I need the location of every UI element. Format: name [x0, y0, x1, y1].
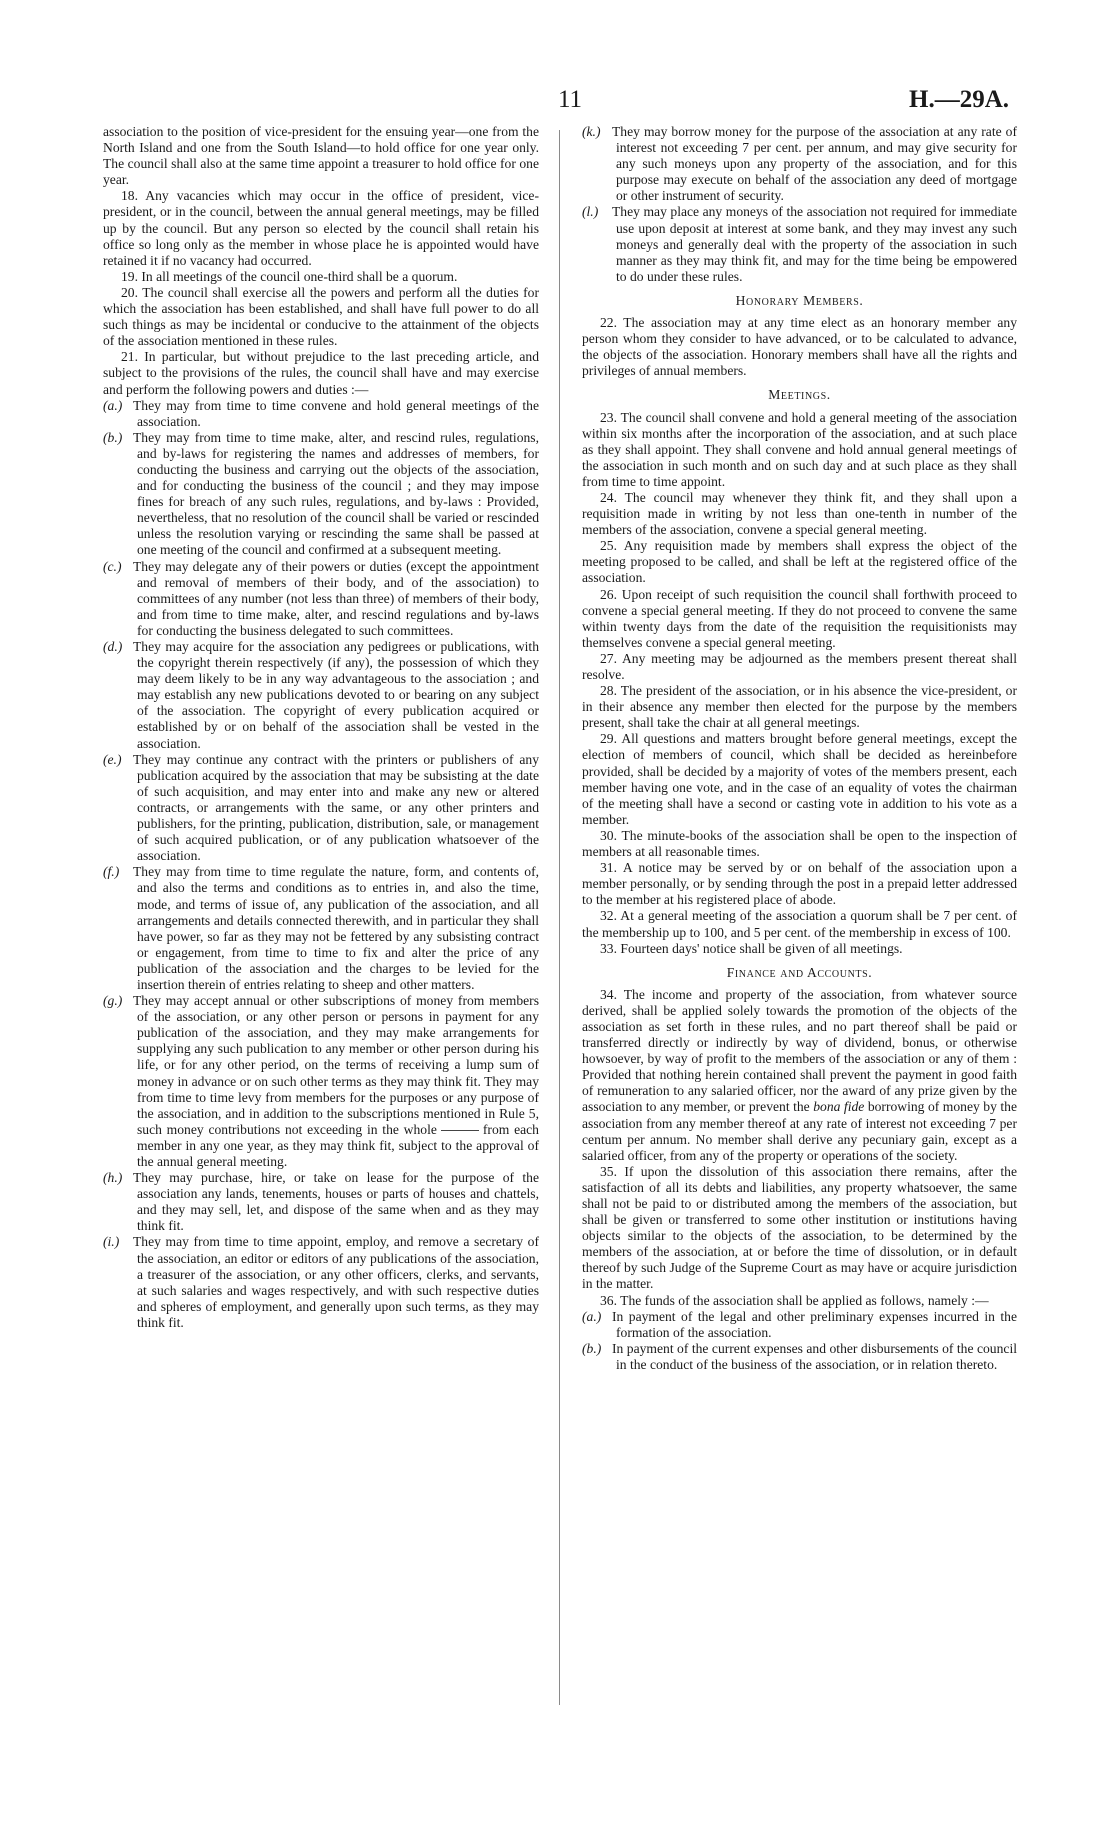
clause-text: They may place any moneys of the association not required for immediate use upon deposit at interest at some bank, and they may invest any such moneys and generally deal with the property of the association in such manner as they may think fit, and may for the time being be empowered to do under these rules. [612, 204, 1017, 284]
paragraph-29: 29. All questions and matters brought before general meetings, except the election of members of council, which shall be decided as hereinbefore provided, shall be decided by a majority of votes of the members present, each member having one vote, and in the case of an equality of votes the chairman of the meeting shall have a second or casting vote in addition to his vote as a member. [582, 731, 1017, 827]
paragraph-text: borrowing of money by the association from any member thereof at any rate of interest not exceeding 7 per centum per annum. No member shall derive any pecuniary gain, except as a salaried officer, from any of the property or operations of the society. [582, 1099, 1017, 1163]
clause-label: (c.) [103, 558, 122, 574]
clause-text: They may accept annual or other subscriptions of money from members of the association, or any other person or persons in payment for any publication of the association, and they may make arrangements for supplying any such publication to any member or other person during his life, or for any other period, on the terms of receiving a lump sum of money in advance or on such other terms as they may think fit. They may from time to time levy from members for the purposes or any purpose of the association, and in addition to the subscriptions mentioned in Rule 5, such money contributions not exceeding in the whole [133, 993, 539, 1137]
paragraph-25: 25. Any requisition made by members shall express the object of the meeting proposed to be called, and shall be left at the registered office of the association. [582, 538, 1017, 586]
clause-label: (a.) [103, 397, 123, 413]
blank-amount-line [441, 1130, 479, 1131]
paragraph-35: 35. If upon the dissolution of this association there remains, after the satisfaction of all its debts and liabilities, any property whatsoever, the same shall not be paid to or distributed among the members of the association, but shall be given or transferred to some other institution or institutions having objects similar to the objects of the association, to be determined by the members of the association, at or before the time of dissolution, or in default thereof by such Judge of the Supreme Court as may have or acquire jurisdiction in the matter. [582, 1163, 1017, 1292]
paragraph-26: 26. Upon receipt of such requisition the council shall forthwith proceed to convene a special general meeting. If they do not proceed to convene the same within twenty days from the date of the requisition the requisitionists may themselves convene a special general meeting. [582, 586, 1017, 650]
clause-g [103, 993, 539, 1170]
right-column [582, 124, 1017, 1373]
clause-b [103, 430, 539, 559]
paragraph-28: 28. The president of the association, or in his absence the vice-president, or in their absence any member then elected for the purpose by the members present, shall take the chair at all general meetings. [582, 683, 1017, 731]
clause-h [103, 1170, 539, 1234]
clause-label: (a.) [582, 1308, 602, 1324]
clause-text: They may borrow money for the purpose of the association at any rate of interest not exceeding 7 per cent. per annum, and may give security for any such moneys upon any property of the association, and for this purpose may execute on behalf of the association any deed of mortgage or other instrument of security. [612, 124, 1017, 204]
clause-text: from each member in any one year, as they may think fit, subject to the approval of the annual general meeting. [137, 1121, 539, 1169]
paragraph-24: 24. The council may whenever they think fit, and they shall upon a requisition made in writing by not less than one-tenth in number of the members of the association, convene a special general meeting. [582, 489, 1017, 538]
clause-label: (e.) [103, 751, 122, 767]
clause-text: In payment of the legal and other preliminary expenses incurred in the formation of the association. [612, 1308, 1017, 1340]
left-column [103, 124, 539, 1331]
paragraph-32: 32. At a general meeting of the association a quorum shall be 7 per cent. of the membership up to 100, and 5 per cent. of the membership in excess of 100. [582, 908, 1017, 940]
clause-e [103, 752, 539, 865]
clause-label: (b.) [103, 429, 123, 445]
clause-text: They may acquire for the association any pedigrees or publications, with the copyright therein respectively (if any), the possession of which they may deem likely to be in any way advantageous to the association ; and may establish any new publications devoted to or bearing on any subject of the association. The copyright of every publication acquired or established by or on behalf of the association shall be vested in the association. [133, 639, 539, 751]
clause-label: (d.) [103, 639, 123, 654]
clause-text: They may purchase, hire, or take on lease for the purpose of the association any lands, tenements, houses or parts of houses and chattels, and they may sell, let, and dispose of the same when and as they may think fit. [133, 1170, 539, 1234]
clause-f [103, 864, 539, 993]
clause-i [103, 1234, 539, 1331]
italic-phrase: bona fide [813, 1099, 865, 1115]
clause-text: They may from time to time make, alter, and rescind rules, regulations, and by-laws for registering the names and addresses of members, for conducting the business and carrying out the objects of the association, and for conducting the business of the council ; and they may impose fines for breach of any such rules, regulations, and by-laws : Provided, nevertheless, that no resolution of the council shall be varied or rescinded unless the resolution varying or rescinding the same shall be passed at one meeting of the council and confirmed at a subsequent meeting. [133, 429, 539, 558]
paragraph-31: 31. A notice may be served by or on behalf of the association upon a member personally, or by sending through the post in a prepaid letter addressed to the member at his registered place of abode. [582, 860, 1017, 908]
paragraph-continued: association to the position of vice-president for the ensuing year—one from the North Island and one from the South Island—to hold office for one year only. The council shall also at the same time appoint a treasurer to hold office for one year. [103, 124, 539, 188]
paragraph-21: 21. In particular, but without prejudice to the last preceding article, and subject to the provisions of the rules, the council shall have and may exercise and perform the following powers and duties :— [103, 349, 539, 397]
clause-l [582, 204, 1017, 284]
clause-label: (k.) [582, 124, 601, 139]
paragraph-33: 33. Fourteen days' notice shall be given of all meetings. [600, 940, 903, 956]
section-heading-finance-and-accounts: Finance and Accounts. [726, 964, 873, 980]
paragraph-34 [582, 987, 1017, 1164]
section-heading-honorary-members: Honorary Members. [735, 292, 864, 308]
clause-d [103, 639, 539, 752]
paragraph-19: 19. In all meetings of the council one-third shall be a quorum. [121, 268, 458, 284]
clause-text: They may from time to time appoint, employ, and remove a secretary of the association, an editor or editors of any publications of the association, a treasurer of the association, or any other officers, clerks, and servants, at such salaries and wages respectively, and with such respective duties and spheres of employment, and generally upon such terms, as they may think fit. [133, 1234, 539, 1330]
clause-text: They may delegate any of their powers or duties (except the appointment and removal of members of their body, and of the association) to committees of any number (not less than three) of members of their body, and from time to time make, alter, and rescind regulations and by-laws for conducting the business delegated to such committees. [133, 558, 539, 638]
funds-clause-b [582, 1341, 1017, 1373]
clause-c [103, 559, 539, 639]
clause-text: They may from time to time convene and hold general meetings of the association. [133, 397, 539, 429]
paragraph-27: 27. Any meeting may be adjourned as the members present thereat shall resolve. [582, 650, 1017, 682]
clause-text: They may from time to time regulate the nature, form, and contents of, and also the terms and conditions as to entries in, and also the time, mode, and terms of issue of, any publication of the association, and all arrangements and details connected therewith, and in particular they shall have power, so far as they may not be fettered by any subsisting contract or engagement, from time to time to fix and alter the price of any publication of the association and the charges to be levied for the insertion therein of entries relating to sheep and other matters. [133, 864, 539, 992]
clause-text: They may continue any contract with the printers or publishers of any publication acquired by the association that may be subsisting at the date of such acquisition, and may enter into and make any new or altered contracts, or arrangements with the same, or any other printers and publishers, for the printing, publication, distribution, sale, or management of such acquired publication, or of any publication whatsoever of the association. [133, 751, 539, 864]
clause-text: In payment of the current expenses and other disbursements of the council in the conduct of the business of the association, or in relation thereto. [612, 1340, 1017, 1372]
clause-label: (i.) [103, 1234, 120, 1250]
column-divider [559, 130, 560, 1705]
clause-label: (f.) [103, 864, 120, 880]
paragraph-23: 23. The council shall convene and hold a general meeting of the association within six months after the incorporation of the association, and at such place as they shall appoint. They shall convene and hold annual general meetings of the association in such month and on such day and at such place as they shall from time to time appoint. [582, 409, 1017, 489]
clause-label: (g.) [103, 993, 123, 1009]
document-reference: H.—29A. [909, 86, 1009, 113]
paragraph-36: 36. The funds of the association shall be applied as follows, namely :— [600, 1292, 989, 1308]
section-heading-meetings: Meetings. [768, 387, 831, 403]
clause-label: (b.) [582, 1340, 602, 1356]
clause-label: (h.) [103, 1170, 123, 1186]
paragraph-22: 22. The association may at any time elect as an honorary member any person whom they consider to have advanced, or to be calculated to advance, the objects of the association. Honorary members shall have all the rights and privileges of annual members. [582, 315, 1017, 379]
paragraph-30: 30. The minute-books of the association shall be open to the inspection of members at all reasonable times. [582, 827, 1017, 860]
paragraph-20: 20. The council shall exercise all the powers and perform all the duties for which the association has been established, and shall have full power to do all such things as may be incidental or conducive to the attainment of the objects of the association mentioned in these rules. [103, 284, 539, 349]
paragraph-text: 34. The income and property of the association, from whatever source derived, shall be applied solely towards the promotion of the objects of the association as set forth in these rules, and no part thereof shall be paid or transferred directly or indirectly by way of dividend, bonus, or otherwise howsoever, by way of profit to the members of the association or any of them : Provided that nothing herein contained shall prevent the payment in good faith of remuneration to any salaried officer, nor the award of any prize given by the association to any member, or prevent the [582, 986, 1017, 1115]
funds-clause-a [582, 1309, 1017, 1341]
clause-k [582, 124, 1017, 204]
clause-label: (l.) [582, 204, 599, 220]
paragraph-18: 18. Any vacancies which may occur in the office of president, vice-president, or in the council, between the annual general meetings, may be filled up by the council. But any person so elected by the council shall retain his office so long only as the member in whose place he is appointed would have retained it if no vacancy had occurred. [103, 188, 539, 268]
page-number: 11 [557, 86, 583, 113]
clause-a [103, 398, 539, 430]
